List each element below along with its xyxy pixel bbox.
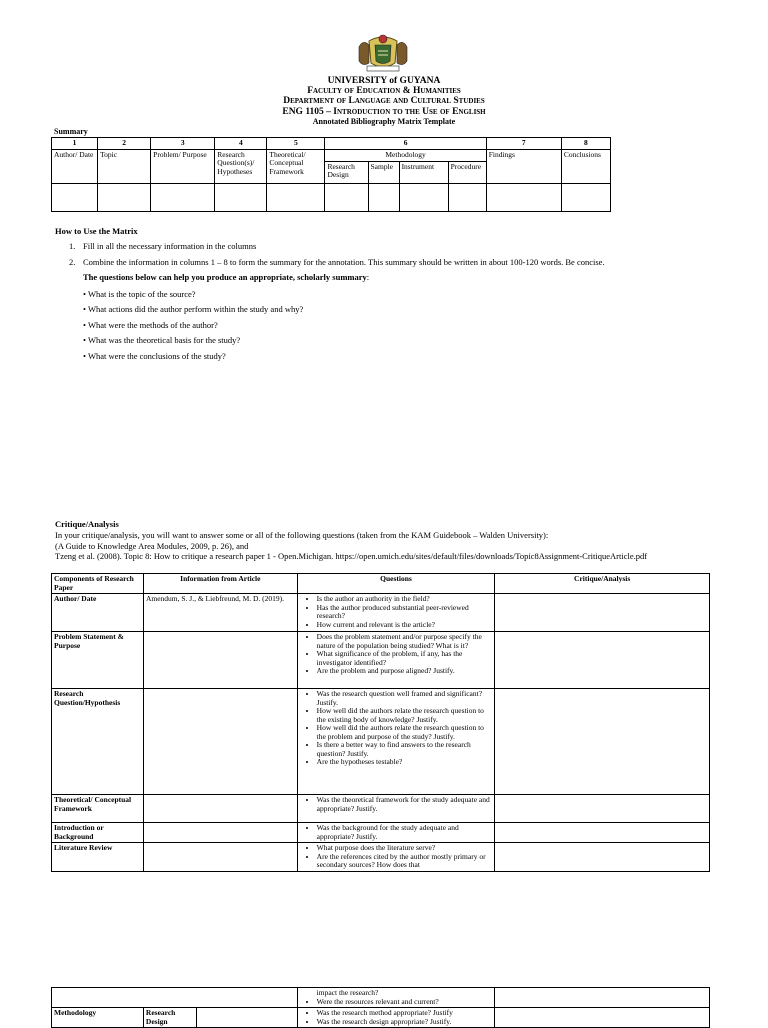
component-label: Problem Statement & Purpose — [52, 632, 144, 689]
col-header-research-questions: Research Question(s)/ Hypotheses — [215, 149, 267, 183]
article-info[interactable] — [196, 1008, 297, 1028]
critique-cell[interactable] — [495, 823, 710, 843]
col-number: 8 — [561, 138, 610, 150]
component-label: Methodology — [52, 1008, 144, 1028]
question-list — [297, 1008, 495, 1028]
question-bullet: • What purpose does the literature serve? — [317, 844, 493, 853]
col-header-problem-purpose: Problem/ Purpose — [151, 149, 215, 183]
question-list — [297, 988, 495, 1008]
entry-cell[interactable] — [486, 183, 561, 211]
step-text: Combine the information in columns 1 – 8 to form the summary for the annotation. This summary should be written in about 100-120 words. Be concise. — [83, 257, 605, 267]
question-bullet: • Are the problem and purpose aligned? Justify. — [317, 667, 493, 676]
question-bullet: • Is the author an authority in the field? — [317, 595, 493, 604]
university-name: UNIVERSITY of GUYANA — [327, 76, 441, 86]
empty-cell — [52, 988, 298, 1008]
col-number: 7 — [486, 138, 561, 150]
question-list — [297, 795, 495, 823]
methodology-sub-research-design: Research Design — [325, 161, 368, 183]
header-critique: Critique/Analysis — [495, 574, 710, 594]
article-info[interactable] — [143, 632, 297, 689]
question-bullet: • How well did the authors relate the research question to the existing body of knowledge? Justify. — [317, 707, 493, 724]
question-list — [297, 689, 495, 795]
critique-row-framework — [52, 795, 710, 823]
header-information: Information from Article — [143, 574, 297, 594]
methodology-sub-procedure: Procedure — [448, 161, 486, 183]
summary-entry-row — [52, 183, 611, 211]
question-list — [297, 632, 495, 689]
col-header-author-date: Author/ Date — [52, 149, 98, 183]
col-header-topic: Topic — [98, 149, 151, 183]
article-info[interactable] — [143, 689, 297, 795]
col-number: 2 — [98, 138, 151, 150]
questions-intro: The questions below can help you produce an appropriate, scholarly summary: — [83, 272, 370, 282]
critique-cell[interactable] — [495, 795, 710, 823]
how-to-title: How to Use the Matrix — [55, 226, 138, 236]
question-bullet: • How well did the authors relate the research question to the problem and purpose of the study? Justify. — [317, 724, 493, 741]
methodology-sub-instrument: Instrument — [399, 161, 448, 183]
question-bullet: • Has the author produced substantial peer-reviewed research? — [317, 604, 493, 621]
entry-cell[interactable] — [267, 183, 325, 211]
critique-row-background — [52, 823, 710, 843]
col-number: 1 — [52, 138, 98, 150]
entry-cell[interactable] — [215, 183, 267, 211]
question-item: • What actions did the author perform within the study and why? — [83, 304, 304, 314]
question-bullet: • How current and relevant is the article? — [317, 621, 493, 630]
question-item: • What were the methods of the author? — [83, 320, 218, 330]
university-crest-logo — [355, 33, 411, 73]
critique-intro-line: (A Guide to Knowledge Area Modules, 2009, p. 26), and — [55, 541, 249, 551]
entry-cell[interactable] — [368, 183, 399, 211]
summary-label: Summary — [54, 127, 88, 136]
entry-cell[interactable] — [52, 183, 98, 211]
question-bullet: • What significance of the problem, if any, has the investigator identified? — [317, 650, 493, 667]
summary-matrix-table — [51, 137, 611, 212]
critique-row-author — [52, 594, 710, 632]
col-header-framework: Theoretical/ Conceptual Framework — [267, 149, 325, 183]
critique-row-literature — [52, 843, 710, 872]
question-bullet: • Was the background for the study adequate and appropriate? Justify. — [317, 824, 493, 841]
critique-cell[interactable] — [495, 1008, 710, 1028]
entry-cell[interactable] — [98, 183, 151, 211]
question-bullet: • Was the research method appropriate? Justify — [317, 1009, 493, 1018]
col-header-findings: Findings — [486, 149, 561, 183]
question-bullet: • Were the resources relevant and current? — [317, 998, 493, 1007]
entry-cell[interactable] — [399, 183, 448, 211]
question-list — [297, 594, 495, 632]
col-number: 6 — [325, 138, 486, 150]
question-list — [297, 823, 495, 843]
component-label: Theoretical/ Conceptual Framework — [52, 795, 144, 823]
critique-header-row — [52, 574, 710, 594]
col-number: 3 — [151, 138, 215, 150]
step-number: 1. — [69, 241, 76, 251]
column-number-row — [52, 138, 611, 150]
component-label: Author/ Date — [52, 594, 144, 632]
article-info[interactable]: Amendum, S. J., & Liebfreund, M. D. (2019). — [143, 594, 297, 632]
header-questions: Questions — [297, 574, 495, 594]
department-name: Department of Language and Cultural Studies — [283, 96, 485, 106]
critique-cell[interactable] — [495, 988, 710, 1008]
col-number: 5 — [267, 138, 325, 150]
question-item: • What was the theoretical basis for the study? — [83, 335, 241, 345]
critique-intro-line: In your critique/analysis, you will want to answer some or all of the following questions (taken from the KAM Guidebook – Walden University): — [55, 530, 549, 540]
critique-row-research-question — [52, 689, 710, 795]
question-list — [297, 843, 495, 872]
article-info[interactable] — [143, 843, 297, 872]
question-bullet: • Was the research question well framed and significant? Justify. — [317, 690, 493, 707]
question-bullet: • Are the references cited by the author mostly primary or secondary sources? How does that — [317, 853, 493, 870]
sub-component-label: Research Design — [143, 1008, 196, 1028]
article-info[interactable] — [143, 823, 297, 843]
critique-table-continued — [51, 987, 710, 1028]
step-number: 2. — [69, 257, 76, 267]
question-bullet: • Is there a better way to find answers to the research question? Justify. — [317, 741, 493, 758]
entry-cell[interactable] — [151, 183, 215, 211]
critique-title: Critique/Analysis — [55, 519, 119, 529]
question-continuation: impact the research? — [316, 988, 379, 997]
article-info[interactable] — [143, 795, 297, 823]
question-bullet: • Was the research design appropriate? Justify. — [317, 1018, 493, 1027]
step-text: Fill in all the necessary information in the columns — [83, 241, 257, 251]
col-header-conclusions: Conclusions — [561, 149, 610, 183]
component-label: Literature Review — [52, 843, 144, 872]
question-item: • What is the topic of the source? — [83, 289, 196, 299]
component-label: Research Question/Hypothesis — [52, 689, 144, 795]
question-bullet: • Was the theoretical framework for the study adequate and appropriate? Justify. — [317, 796, 493, 813]
question-item: • What were the conclusions of the study? — [83, 351, 226, 361]
continued-literature-row — [52, 988, 710, 1008]
col-number: 4 — [215, 138, 267, 150]
methodology-sub-sample: Sample — [368, 161, 399, 183]
entry-cell[interactable] — [448, 183, 486, 211]
critique-cell[interactable] — [495, 843, 710, 872]
col-header-methodology: Methodology — [325, 149, 486, 161]
faculty-name: Faculty of Education & Humanities — [307, 86, 461, 96]
critique-row-problem — [52, 632, 710, 689]
critique-cell[interactable] — [495, 632, 710, 689]
template-title: Annotated Bibliography Matrix Template — [312, 117, 456, 126]
entry-cell[interactable] — [325, 183, 368, 211]
critique-intro-line: Tzeng et al. (2008). Topic 8: How to critique a research paper 1 - Open.Michigan. https://open.umich.edu/sites/default/files/downloads/Topic8Assignment-CritiqueArticle.pdf — [55, 551, 648, 561]
component-label: Introduction or Background — [52, 823, 144, 843]
header-components: Components of Research Paper — [52, 574, 144, 594]
critique-cell[interactable] — [495, 594, 710, 632]
critique-table — [51, 573, 710, 872]
course-title: ENG 1105 – Introduction to the Use of English — [282, 107, 486, 117]
question-bullet: • Are the hypotheses testable? — [317, 758, 493, 767]
critique-cell[interactable] — [495, 689, 710, 795]
question-bullet: • Does the problem statement and/or purpose specify the nature of the population being studied? What is it? — [317, 633, 493, 650]
continued-methodology-row — [52, 1008, 710, 1028]
questions-intro-text: The questions below can help you produce an appropriate, scholarly summary — [83, 272, 367, 282]
entry-cell[interactable] — [561, 183, 610, 211]
